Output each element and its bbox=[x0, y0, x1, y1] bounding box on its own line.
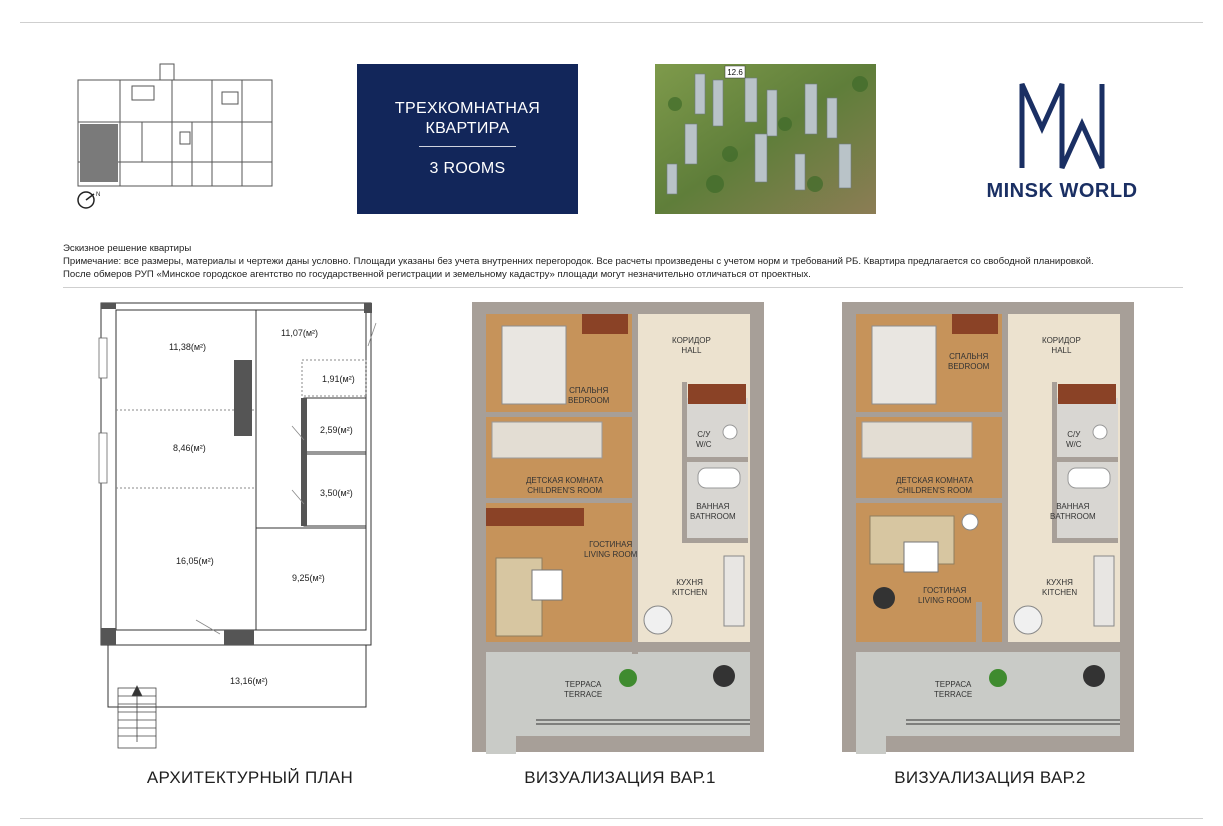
visualization-var2 bbox=[842, 302, 1134, 754]
caption-architectural-plan: АРХИТЕКТУРНЫЙ ПЛАН bbox=[146, 768, 354, 787]
key-plan-thumbnail bbox=[72, 62, 284, 214]
brand-name: MINSK WORLD bbox=[986, 180, 1138, 202]
title-line-2: КВАРТИРА bbox=[425, 120, 510, 137]
notes-divider bbox=[63, 287, 1183, 288]
visualization-var1 bbox=[472, 302, 764, 754]
viz2-living-label: ГОСТИНАЯ LIVING ROOM bbox=[918, 586, 972, 605]
viz2-bathroom-label: ВАННАЯ BATHROOM bbox=[1050, 502, 1096, 521]
aerial-rendering bbox=[655, 64, 876, 214]
viz2-hall-label: КОРИДОР HALL bbox=[1042, 336, 1081, 355]
notes-line-3: После обмеров РУП «Минское городское агентство по государственной регистрации и земельному кадастру» площади могут незначительно отличаться от проектных. bbox=[63, 269, 811, 280]
viz1-kitchen-label: КУХНЯ KITCHEN bbox=[672, 578, 708, 597]
notes-line-2: Примечание: все размеры, материалы и чертежи даны условно. Площади указаны без учета внутренних перегородок. Все расчеты произведены с учетом норм и требований РБ. Квартира предлагается со свободной планировкой. bbox=[63, 256, 1094, 267]
viz2-wc-label: С/У W/C bbox=[1066, 430, 1082, 449]
apartment-title-box bbox=[357, 64, 578, 214]
architectural-plan bbox=[96, 298, 396, 753]
minsk-world-logo bbox=[962, 76, 1162, 206]
viz2-bedroom-label: СПАЛЬНЯ BEDROOM bbox=[948, 352, 990, 371]
svg-text:N: N bbox=[96, 192, 101, 198]
room-area-r5: 8,46(м²) bbox=[173, 443, 206, 453]
mw-logo-icon bbox=[962, 76, 1162, 176]
caption-visualization-var2: ВИЗУАЛИЗАЦИЯ ВАР.2 bbox=[894, 768, 1086, 787]
room-area-r7: 16,05(м²) bbox=[176, 556, 214, 566]
notes-line-1: Эскизное решение квартиры bbox=[63, 243, 192, 254]
viz1-living-label: ГОСТИНАЯ LIVING ROOM bbox=[584, 540, 638, 559]
bottom-divider bbox=[20, 818, 1203, 819]
viz1-bedroom-label: СПАЛЬНЯ BEDROOM bbox=[568, 386, 610, 405]
viz1-hall-label: КОРИДОР HALL bbox=[672, 336, 711, 355]
viz2-kitchen-label: КУХНЯ KITCHEN bbox=[1042, 578, 1078, 597]
room-area-r6: 3,50(м²) bbox=[320, 488, 353, 498]
room-area-r8: 9,25(м²) bbox=[292, 573, 325, 583]
notes-block bbox=[63, 242, 1183, 281]
room-area-r3: 1,91(м²) bbox=[322, 374, 355, 384]
viz1-terrace-label: ТЕРРАСА TERRACE bbox=[564, 680, 603, 699]
room-area-r9: 13,16(м²) bbox=[230, 676, 268, 686]
viz1-wc-label: С/У W/C bbox=[696, 430, 712, 449]
viz2-terrace-label: ТЕРРАСА TERRACE bbox=[934, 680, 973, 699]
caption-visualization-var1: ВИЗУАЛИЗАЦИЯ ВАР.1 bbox=[524, 768, 716, 787]
viz1-children-label: ДЕТСКАЯ КОМНАТА CHILDREN'S ROOM bbox=[526, 476, 604, 495]
viz1-bathroom-label: ВАННАЯ BATHROOM bbox=[690, 502, 736, 521]
room-area-r4: 2,59(м²) bbox=[320, 425, 353, 435]
viz2-children-label: ДЕТСКАЯ КОМНАТА CHILDREN'S ROOM bbox=[896, 476, 974, 495]
top-divider bbox=[20, 22, 1203, 23]
room-area-r2: 11,07(м²) bbox=[281, 328, 319, 338]
title-line-1: ТРЕХКОМНАТНАЯ bbox=[394, 100, 541, 117]
map-marker-label: 12.6 bbox=[727, 68, 743, 77]
title-en: 3 ROOMS bbox=[429, 160, 506, 177]
room-area-r1: 11,38(м²) bbox=[169, 342, 207, 352]
title-separator bbox=[419, 146, 516, 147]
